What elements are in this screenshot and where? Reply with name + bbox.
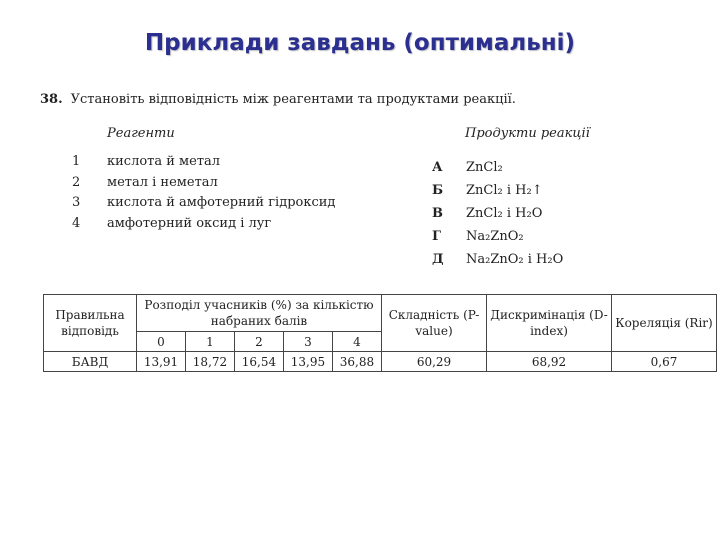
reagents-header: Реагенти <box>107 126 175 141</box>
header-distribution: Розподіл учасників (%) за кількістю набраних балів <box>137 295 382 332</box>
distribution-cell: 13,91 <box>137 352 186 372</box>
product-letter: Д <box>432 252 444 267</box>
product-formula: Na₂ZnO₂ <box>466 229 524 244</box>
header-discrimination: Дискримінація (D-index) <box>487 295 612 352</box>
product-formula: ZnCl₂ і H₂O <box>466 206 543 221</box>
products-list <box>432 156 563 271</box>
reagent-text: амфотерний оксид і луг <box>107 215 272 231</box>
distribution-cell: 36,88 <box>332 352 381 372</box>
difficulty-cell: 60,29 <box>382 352 487 372</box>
reagent-text: кислота й метал <box>107 154 221 169</box>
reagent-number: 4 <box>72 215 81 231</box>
score-header: 2 <box>234 332 283 352</box>
score-header: 1 <box>185 332 234 352</box>
header-answer: Правильна відповідь <box>44 295 137 352</box>
product-letter: В <box>432 206 443 221</box>
product-item <box>432 179 563 202</box>
reagent-item <box>72 214 335 235</box>
question-text: Установіть відповідність між реагентами та продуктами реакції. <box>70 92 516 107</box>
product-item <box>432 248 563 271</box>
score-header: 4 <box>332 332 381 352</box>
reagent-number: 1 <box>72 154 81 169</box>
correlation-cell: 0,67 <box>612 352 717 372</box>
products-header: Продукти реакції <box>465 126 590 141</box>
reagent-item <box>72 152 335 173</box>
reagent-item <box>72 193 335 214</box>
distribution-cell: 13,95 <box>283 352 332 372</box>
distribution-cell: 18,72 <box>185 352 234 372</box>
reagent-text: метал і неметал <box>107 174 218 190</box>
reagent-item <box>72 173 335 194</box>
product-formula: ZnCl₂ і H₂↑ <box>466 183 543 198</box>
header-difficulty: Складність (P-value) <box>382 295 487 352</box>
slide-title: Приклади завдань (оптимальні) <box>144 30 576 56</box>
product-item <box>432 202 563 225</box>
product-letter: А <box>432 160 443 175</box>
product-letter: Б <box>432 183 444 198</box>
discrimination-cell: 68,92 <box>487 352 612 372</box>
question-line <box>40 92 516 107</box>
score-header: 3 <box>283 332 332 352</box>
header-correlation: Кореляція (Rir) <box>612 295 717 352</box>
table-row <box>44 352 717 372</box>
product-item <box>432 225 563 248</box>
question-number: 38. <box>40 92 63 107</box>
product-formula: Na₂ZnO₂ і H₂O <box>466 252 564 267</box>
product-formula: ZnCl₂ <box>466 160 503 175</box>
reagent-number: 2 <box>72 174 81 190</box>
stats-table <box>43 294 717 372</box>
product-item <box>432 156 563 179</box>
reagent-number: 3 <box>72 195 81 210</box>
score-header: 0 <box>137 332 186 352</box>
distribution-cell: 16,54 <box>234 352 283 372</box>
product-letter: Г <box>432 229 441 244</box>
reagents-list <box>72 152 335 234</box>
reagent-text: кислота й амфотерний гідроксид <box>107 195 336 210</box>
answer-cell: БАВД <box>44 352 137 372</box>
